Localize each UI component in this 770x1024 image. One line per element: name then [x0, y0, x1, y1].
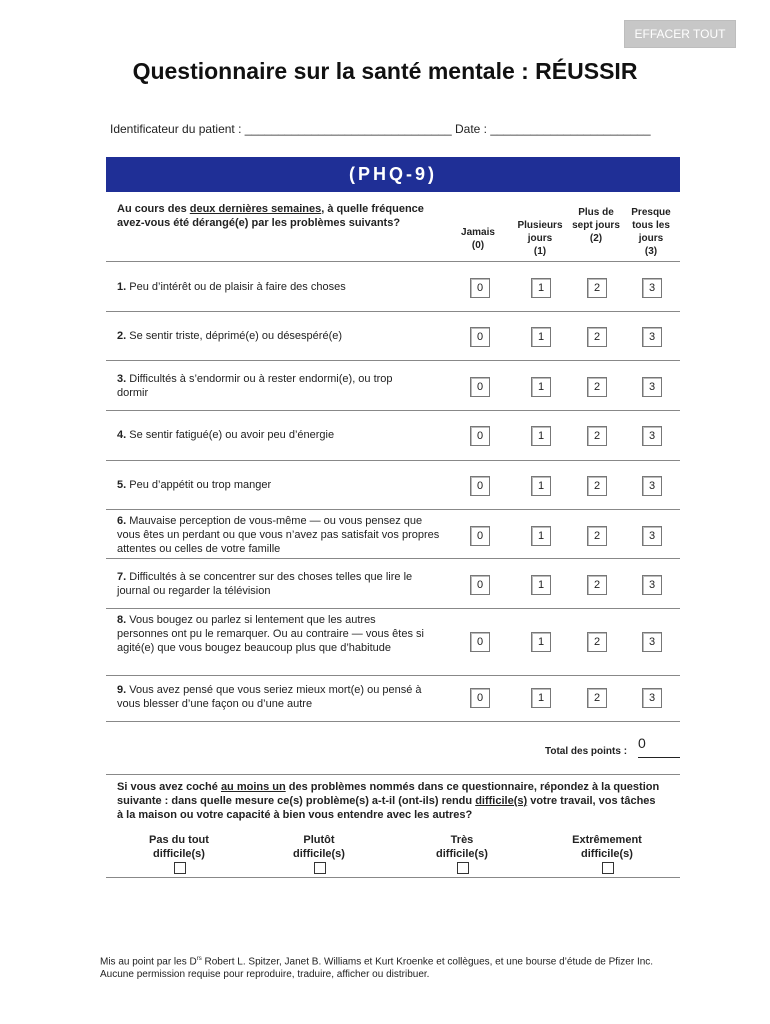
q8-option-2[interactable]: 2	[587, 632, 607, 652]
difficulty-extremely-checkbox[interactable]	[602, 862, 614, 874]
q2-option-1[interactable]: 1	[531, 327, 551, 347]
question-1: 1. Peu d’intérêt ou de plaisir à faire des choses	[117, 281, 346, 293]
q5-option-1[interactable]: 1	[531, 476, 551, 496]
total-score-value[interactable]: 0	[638, 735, 646, 751]
question-2: 2. Se sentir triste, déprimé(e) ou désespéré(e)	[117, 330, 343, 342]
divider	[106, 774, 680, 775]
q5-option-3[interactable]: 3	[642, 476, 662, 496]
q9-option-3[interactable]: 3	[642, 688, 662, 708]
question-4: 4. Se sentir fatigué(e) ou avoir peu d’énergie	[117, 429, 335, 441]
phq9-banner: (PHQ-9)	[106, 157, 680, 192]
q1-option-0[interactable]: 0	[470, 278, 490, 298]
q3-option-2[interactable]: 2	[587, 377, 607, 397]
q6-option-1[interactable]: 1	[531, 526, 551, 546]
q4-option-2[interactable]: 2	[587, 426, 607, 446]
difficulty-not-at-all-checkbox[interactable]	[174, 862, 186, 874]
q4-option-0[interactable]: 0	[470, 426, 490, 446]
q8-option-1[interactable]: 1	[531, 632, 551, 652]
column-header-never: Jamais (0)	[461, 227, 495, 251]
q5-option-0[interactable]: 0	[470, 476, 490, 496]
difficulty-very-checkbox[interactable]	[457, 862, 469, 874]
q3-option-3[interactable]: 3	[642, 377, 662, 397]
q3-option-1[interactable]: 1	[531, 377, 551, 397]
divider	[106, 877, 680, 878]
clear-all-button[interactable]: EFFACER TOUT	[624, 20, 736, 48]
q2-option-2[interactable]: 2	[587, 327, 607, 347]
question-8: 8. Vous bougez ou parlez si lentement que les autres personnes ont pu le remarquer. Ou au contraire — vous êtes si agité(e) que vous bougez beaucoup plus que d’habitude	[117, 614, 424, 654]
q4-option-1[interactable]: 1	[531, 426, 551, 446]
divider	[106, 460, 680, 461]
q7-option-3[interactable]: 3	[642, 575, 662, 595]
divider	[106, 558, 680, 559]
column-header-nearly-every-day: Presque tous les jours (3)	[631, 207, 671, 257]
divider	[106, 721, 680, 722]
q9-option-1[interactable]: 1	[531, 688, 551, 708]
q4-option-3[interactable]: 3	[642, 426, 662, 446]
divider	[106, 509, 680, 510]
q1-option-2[interactable]: 2	[587, 278, 607, 298]
q3-option-0[interactable]: 0	[470, 377, 490, 397]
q5-option-2[interactable]: 2	[587, 476, 607, 496]
question-7: 7. Difficultés à se concentrer sur des choses telles que lire le journal ou regarder la télévision	[117, 571, 413, 597]
q9-option-2[interactable]: 2	[587, 688, 607, 708]
q6-option-3[interactable]: 3	[642, 526, 662, 546]
q6-option-2[interactable]: 2	[587, 526, 607, 546]
divider	[106, 410, 680, 411]
difficulty-extremely: Extrêmement difficile(s)	[572, 834, 642, 860]
divider	[106, 311, 680, 312]
difficulty-not-at-all: Pas du tout difficile(s)	[149, 834, 209, 860]
q1-option-1[interactable]: 1	[531, 278, 551, 298]
page-title: Questionnaire sur la santé mentale : RÉUSSIR	[132, 58, 638, 84]
question-6: 6. Mauvaise perception de vous-même — ou vous pensez que vous êtes un perdant ou que vous n’avez pas satisfait vos propres attentes ou celles de votre famille	[117, 515, 440, 555]
q2-option-0[interactable]: 0	[470, 327, 490, 347]
column-header-more-than-seven: Plus de sept jours (2)	[572, 207, 620, 244]
q7-option-2[interactable]: 2	[587, 575, 607, 595]
divider	[106, 675, 680, 676]
question-5: 5. Peu d’appétit ou trop manger	[117, 479, 272, 491]
footer-credits: Mis au point par les $D^{rs}$ Robert L. Spitzer, Janet B. Williams et Kurt Kroenke et collègues, et une bourse d’étude de Pfizer Inc. Aucune permission requise pour reproduire, traduire, afficher ou distribuer.	[100, 956, 654, 981]
q8-option-3[interactable]: 3	[642, 632, 662, 652]
column-header-several-days: Plusieurs jours (1)	[517, 220, 563, 257]
question-9: 9. Vous avez pensé que vous seriez mieux mort(e) ou pensé à vous blesser d’une façon ou d’une autre	[117, 684, 422, 710]
divider	[106, 261, 680, 262]
difficulty-somewhat: Plutôt difficile(s)	[293, 834, 345, 860]
difficulty-somewhat-checkbox[interactable]	[314, 862, 326, 874]
total-score-underline	[638, 757, 680, 758]
q8-option-0[interactable]: 0	[470, 632, 490, 652]
q6-option-0[interactable]: 0	[470, 526, 490, 546]
q7-option-0[interactable]: 0	[470, 575, 490, 595]
followup-question: Si vous avez coché au moins un des problèmes nommés dans ce questionnaire, répondez à la question suivante : dans quelle mesure ce(s) problème(s) a-t-il (ont-ils) rendu difficile(s) votre travail, vos tâches à la maison ou votre capacité à bien vous entendre avec les autres?	[117, 781, 660, 821]
header-question: Au cours des deux dernières semaines, à quelle fréquence avez-vous été dérangé(e) par les problèmes suivants?	[117, 203, 424, 229]
patient-id-date-line: Identificateur du patient : _______________________________ Date : ________________________	[110, 122, 651, 136]
total-score-label: Total des points :	[545, 746, 628, 757]
difficulty-very: Très difficile(s)	[436, 834, 488, 860]
q1-option-3[interactable]: 3	[642, 278, 662, 298]
q7-option-1[interactable]: 1	[531, 575, 551, 595]
divider	[106, 608, 680, 609]
q2-option-3[interactable]: 3	[642, 327, 662, 347]
question-3: 3. Difficultés à s’endormir ou à rester endormi(e), ou trop dormir	[117, 373, 393, 399]
q9-option-0[interactable]: 0	[470, 688, 490, 708]
divider	[106, 360, 680, 361]
